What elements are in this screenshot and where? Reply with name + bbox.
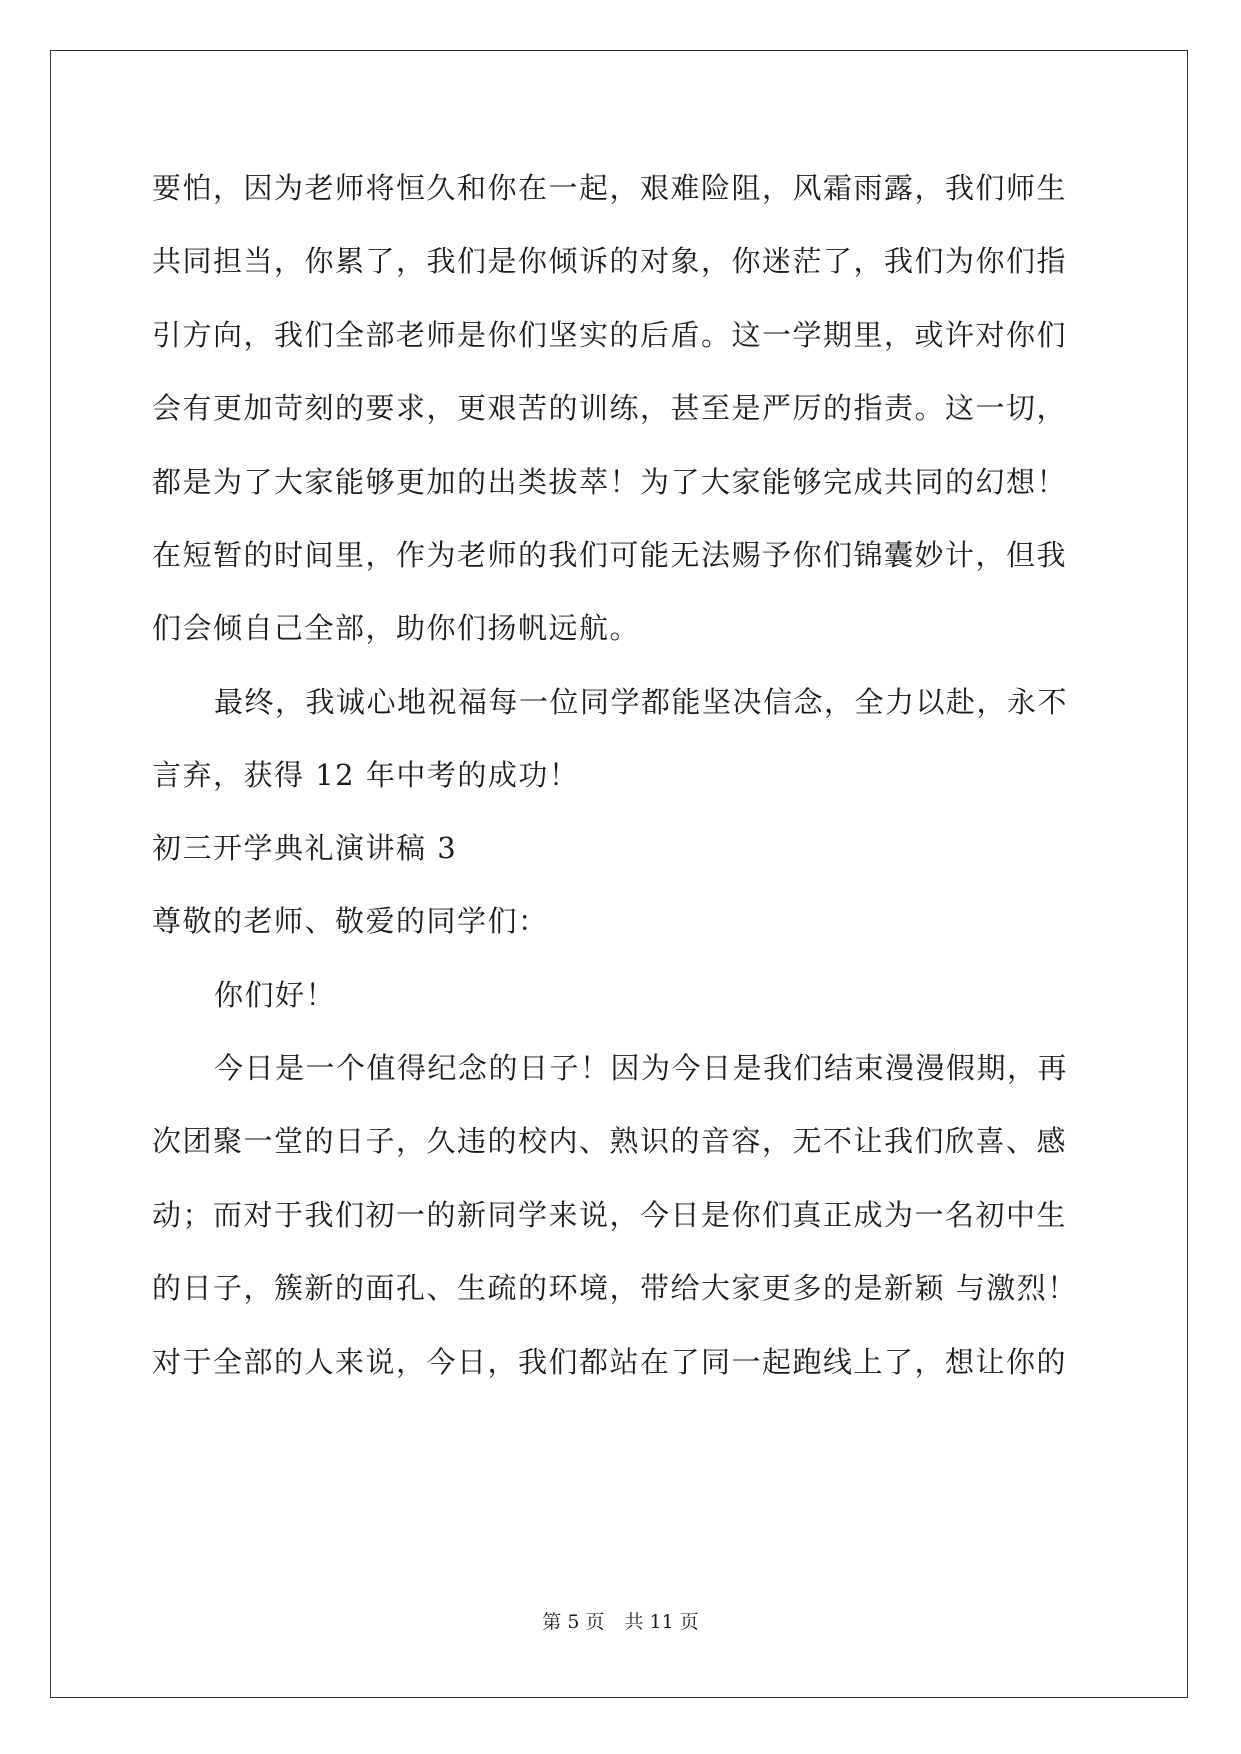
paragraph-line: 今日是一个值得纪念的日子！因为今日是我们结束漫漫假期，再 — [214, 1051, 1069, 1085]
section-heading: 初三开学典礼演讲稿 3 — [152, 831, 458, 865]
paragraph-line: 言弃，获得 12 年中考的成功！ — [152, 758, 580, 792]
salutation: 尊敬的老师、敬爱的同学们： — [152, 904, 549, 938]
page-border — [50, 50, 1188, 1698]
page-total: 共 11 页 — [624, 1611, 699, 1633]
paragraph-line: 共同担当，你累了，我们是你倾诉的对象，你迷茫了，我们为你们指 — [152, 244, 1068, 278]
paragraph-line: 最终，我诚心地祝福每一位同学都能坚决信念，全力以赴，永不 — [214, 685, 1069, 719]
paragraph-line: 会有更加苛刻的要求，更艰苦的训练，甚至是严厉的指责。这一切， — [152, 391, 1068, 425]
paragraph-line: 次团聚一堂的日子，久违的校内、熟识的音容，无不让我们欣喜、感 — [152, 1124, 1068, 1158]
paragraph-line: 们会倾自己全部，助你们扬帆远航。 — [152, 611, 641, 645]
paragraph-line: 要怕，因为老师将恒久和你在一起，艰难险阻，风霜雨露，我们师生 — [152, 171, 1068, 205]
page-footer — [0, 1610, 1241, 1634]
paragraph-line: 动；而对于我们初一的新同学来说，今日是你们真正成为一名初中生 — [152, 1198, 1068, 1232]
paragraph-line: 的日子，簇新的面孔、生疏的环境，带给大家更多的是新颖 与激烈！ — [152, 1271, 1078, 1305]
paragraph-line: 对于全部的人来说，今日，我们都站在了同一起跑线上了，想让你的 — [152, 1345, 1068, 1379]
greeting: 你们好！ — [214, 978, 337, 1012]
paragraph-line: 引方向，我们全部老师是你们坚实的后盾。这一学期里，或许对你们 — [152, 318, 1068, 352]
page-number: 第 5 页 — [542, 1611, 605, 1633]
paragraph-line: 在短暂的时间里，作为老师的我们可能无法赐予你们锦囊妙计，但我 — [152, 538, 1068, 572]
paragraph-line: 都是为了大家能够更加的出类拔萃！为了大家能够完成共同的幻想！ — [152, 465, 1068, 499]
